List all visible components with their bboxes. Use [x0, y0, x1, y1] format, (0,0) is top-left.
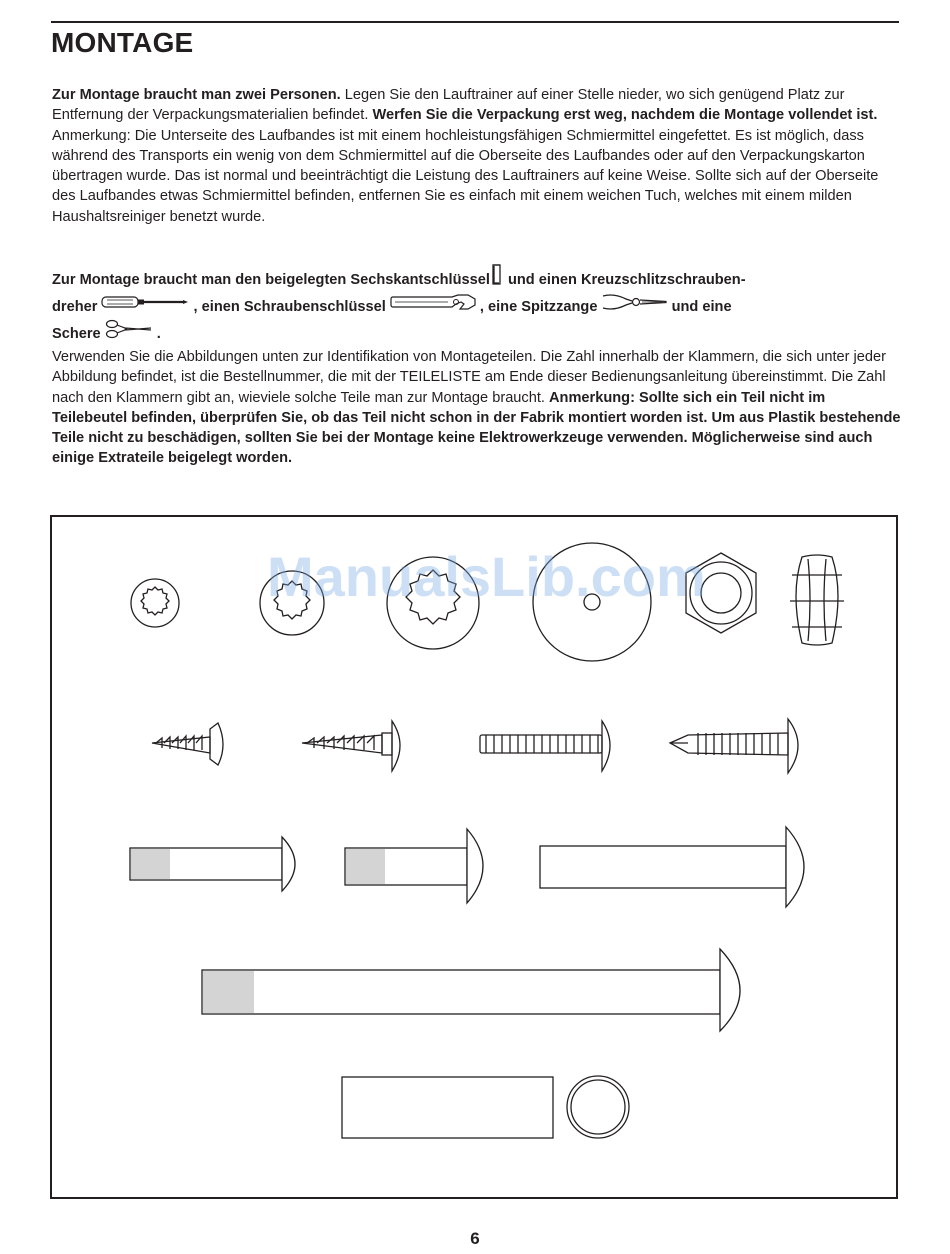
tools-text-5: , eine Spitzzange: [475, 299, 598, 316]
page-title: MONTAGE: [51, 27, 194, 58]
screwdriver-icon: [101, 295, 189, 315]
tools-text-8: .: [152, 325, 161, 342]
spacer-end-view-icon: [567, 1076, 629, 1138]
tools-text-7: Schere: [52, 325, 101, 342]
machine-screw-icon: [480, 721, 610, 771]
star-washer-large-icon: [387, 557, 479, 649]
bolt-medium-icon: [345, 829, 483, 903]
wrench-icon: [390, 294, 476, 316]
parts-drawing: [52, 517, 896, 1197]
lock-nut-icon: [790, 555, 844, 645]
parts-bold-1: Anmerkung: Sollte sich ein Teil nicht im Teilebeutel befinden, überprüfen Sie, ob das Teil nicht schon in der Fabrik montiert worden ist. Um aus Plastik bestehende Teile nicht zu beschädigen, sollten Sie bei der Montage keine Elektrowerkzeuge verwenden. Möglicherweise sind auch einige Extrateile beigelegt worden.: [52, 389, 901, 467]
tools-text-2: und einen Kreuzschlitzschrauben-: [503, 272, 746, 289]
tools-text-1: Zur Montage braucht man den beigelegten Sechskantschlüssel: [52, 272, 490, 289]
screw-medium-icon: [302, 721, 400, 771]
intro-paragraph: [52, 85, 902, 227]
star-washer-small-icon: [131, 579, 179, 627]
hex-nut-icon: [686, 553, 756, 633]
scissors-icon: [105, 319, 153, 345]
watermark: ManualsLib.com: [267, 545, 706, 608]
tools-text-6: und eine: [667, 299, 732, 316]
tools-text-3: dreher: [52, 299, 98, 316]
flat-washer-icon: [533, 543, 651, 661]
spacer-side-view-icon: [342, 1077, 553, 1138]
parts-text-1: Verwenden Sie die Abbildungen unten zur Identifikation von Montageteilen. Die Zahl innerhalb der Klammern, die sich unter jeder Abbildung befindet, ist die Bestellnummer, die mit der TEILELISTE am Ende dieser Bedienungsanleitung übereinstimmt. Die Zahl nach den Klammern gibt an, wieviele solche Teile man zur Montage braucht.: [52, 349, 886, 406]
screw-small-icon: [152, 723, 223, 765]
bolt-long-icon: [540, 827, 804, 907]
top-rule: [51, 21, 899, 23]
parts-identification-box: [50, 515, 898, 1199]
needlenose-pliers-icon: [602, 292, 668, 318]
intro-bold-2: Werfen Sie die Verpackung erst weg, nachdem die Montage vollendet ist.: [372, 107, 878, 124]
intro-text-2: Anmerkung: Die Unterseite des Laufbandes ist mit einem hochleistungsfähigen Schmiermittel eingefettet. Es ist möglich, dass während des Transports ein wenig von dem Schmiermittel auf die Oberseite des Laufbandes oder auf den Verpackungskarton übertragen wurde. Das ist normal und beeinträchtigt die Leistung des Lauftrainers auf keine Weise. Sollte sich auf der Oberseite des Laufbandes etwas Schmiermittel befinden, entfernen Sie es einfach mit einem weichen Tuch, welches mit einem milden Haushaltsreiniger benetzt wurde.: [52, 127, 879, 225]
page-number: 6: [470, 1229, 480, 1248]
intro-bold-1: Zur Montage braucht man zwei Personen.: [52, 87, 341, 103]
tools-text-4: , einen Schraubenschlüssel: [189, 299, 386, 316]
bolt-extra-long-icon: [202, 949, 740, 1031]
bolt-short-icon: [130, 837, 295, 891]
star-washer-medium-icon: [260, 571, 324, 635]
tools-paragraph: [52, 266, 902, 347]
self-drilling-screw-icon: [670, 719, 798, 773]
intro-text-1: Legen Sie den Lauftrainer auf einer Stelle nieder, wo sich genügend Platz zur Entfernung der Verpackungsmaterialien befindet.: [52, 87, 845, 124]
parts-paragraph: [52, 347, 902, 469]
hex-key-icon: [490, 264, 504, 292]
